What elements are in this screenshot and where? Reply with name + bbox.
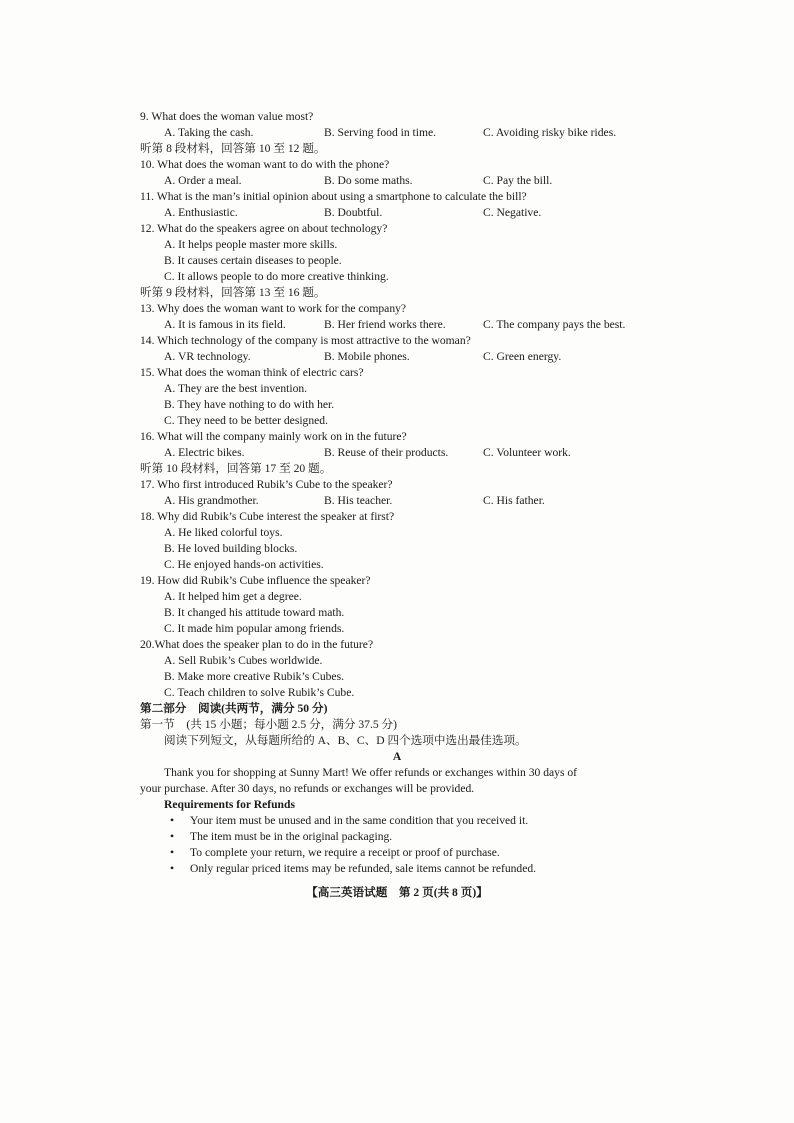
option-c: C. Avoiding risky bike rides.: [483, 126, 617, 139]
option-b: B. It causes certain diseases to people.: [164, 254, 342, 267]
part-header: 第二部分 阅读(共两节，满分 50 分): [140, 702, 328, 715]
option-c: C. Negative.: [483, 206, 542, 219]
section-instruction: 听第 9 段材料，回答第 13 至 16 题。: [140, 286, 326, 299]
question-stem: 11. What is the man’s initial opinion about using a smartphone to calculate the bill?: [140, 190, 527, 203]
option-a: A. Enthusiastic.: [164, 206, 238, 219]
question-stem: 10. What does the woman want to do with the phone?: [140, 158, 390, 171]
question-stem: 12. What do the speakers agree on about technology?: [140, 222, 388, 235]
section-header: 第一节 (共 15 小题；每小题 2.5 分，满分 37.5 分): [140, 718, 397, 731]
option-a: A. VR technology.: [164, 350, 251, 363]
passage-paragraph-line: Thank you for shopping at Sunny Mart! We offer refunds or exchanges within 30 days of: [164, 766, 578, 779]
question-stem: 9. What does the woman value most?: [140, 110, 314, 123]
section-instruction: 听第 8 段材料，回答第 10 至 12 题。: [140, 142, 326, 155]
passage-paragraph-line: your purchase. After 30 days, no refunds or exchanges will be provided.: [140, 782, 475, 795]
bullet-item: To complete your return, we require a receipt or proof of purchase.: [190, 846, 500, 859]
option-c: C. Volunteer work.: [483, 446, 571, 459]
option-a: A. He liked colorful toys.: [164, 526, 283, 539]
option-c: C. He enjoyed hands-on activities.: [164, 558, 324, 571]
option-a: A. It helped him get a degree.: [164, 590, 302, 603]
option-b: B. His teacher.: [324, 494, 393, 507]
option-b: B. Make more creative Rubik’s Cubes.: [164, 670, 344, 683]
reading-instruction: 阅读下列短文，从每题所给的 A、B、C、D 四个选项中选出最佳选项。: [164, 734, 527, 747]
bullet-icon: •: [170, 830, 175, 843]
option-a: A. Electric bikes.: [164, 446, 245, 459]
option-b: B. Mobile phones.: [324, 350, 410, 363]
bullet-icon: •: [170, 862, 175, 875]
question-stem: 16. What will the company mainly work on in the future?: [140, 430, 407, 443]
option-b: B. They have nothing to do with her.: [164, 398, 335, 411]
option-a: A. His grandmother.: [164, 494, 259, 507]
question-stem: 15. What does the woman think of electric cars?: [140, 366, 364, 379]
option-a: A. Sell Rubik’s Cubes worldwide.: [164, 654, 323, 667]
question-stem: 20.What does the speaker plan to do in the future?: [140, 638, 374, 651]
option-c: C. The company pays the best.: [483, 318, 626, 331]
passage-label: A: [392, 750, 402, 763]
option-b: B. Serving food in time.: [324, 126, 437, 139]
option-a: A. Taking the cash.: [164, 126, 254, 139]
question-stem: 13. Why does the woman want to work for the company?: [140, 302, 407, 315]
option-c: C. Teach children to solve Rubik’s Cube.: [164, 686, 355, 699]
section-instruction: 听第 10 段材料，回答第 17 至 20 题。: [140, 462, 332, 475]
option-b: B. He loved building blocks.: [164, 542, 298, 555]
requirements-title: Requirements for Refunds: [164, 798, 295, 811]
bullet-item: Only regular priced items may be refunded, sale items cannot be refunded.: [190, 862, 537, 875]
option-a: A. It helps people master more skills.: [164, 238, 338, 251]
bullet-item: The item must be in the original packaging.: [190, 830, 393, 843]
option-c: C. Green energy.: [483, 350, 562, 363]
option-b: B. It changed his attitude toward math.: [164, 606, 345, 619]
question-stem: 17. Who first introduced Rubik’s Cube to the speaker?: [140, 478, 393, 491]
option-b: B. Her friend works there.: [324, 318, 446, 331]
option-c: C. Pay the bill.: [483, 174, 553, 187]
option-b: B. Do some maths.: [324, 174, 413, 187]
option-c: C. It made him popular among friends.: [164, 622, 345, 635]
option-a: A. It is famous in its field.: [164, 318, 286, 331]
bullet-item: Your item must be unused and in the same condition that you received it.: [190, 814, 529, 827]
page-footer: 【高三英语试题 第 2 页(共 8 页)】: [306, 886, 488, 899]
question-stem: 14. Which technology of the company is most attractive to the woman?: [140, 334, 471, 347]
option-a: A. They are the best invention.: [164, 382, 308, 395]
option-b: B. Doubtful.: [324, 206, 383, 219]
option-c: C. His father.: [483, 494, 545, 507]
option-b: B. Reuse of their products.: [324, 446, 449, 459]
option-a: A. Order a meal.: [164, 174, 242, 187]
bullet-icon: •: [170, 846, 175, 859]
question-stem: 18. Why did Rubik’s Cube interest the speaker at first?: [140, 510, 395, 523]
bullet-icon: •: [170, 814, 175, 827]
option-c: C. It allows people to do more creative thinking.: [164, 270, 389, 283]
question-stem: 19. How did Rubik’s Cube influence the speaker?: [140, 574, 371, 587]
option-c: C. They need to be better designed.: [164, 414, 328, 427]
